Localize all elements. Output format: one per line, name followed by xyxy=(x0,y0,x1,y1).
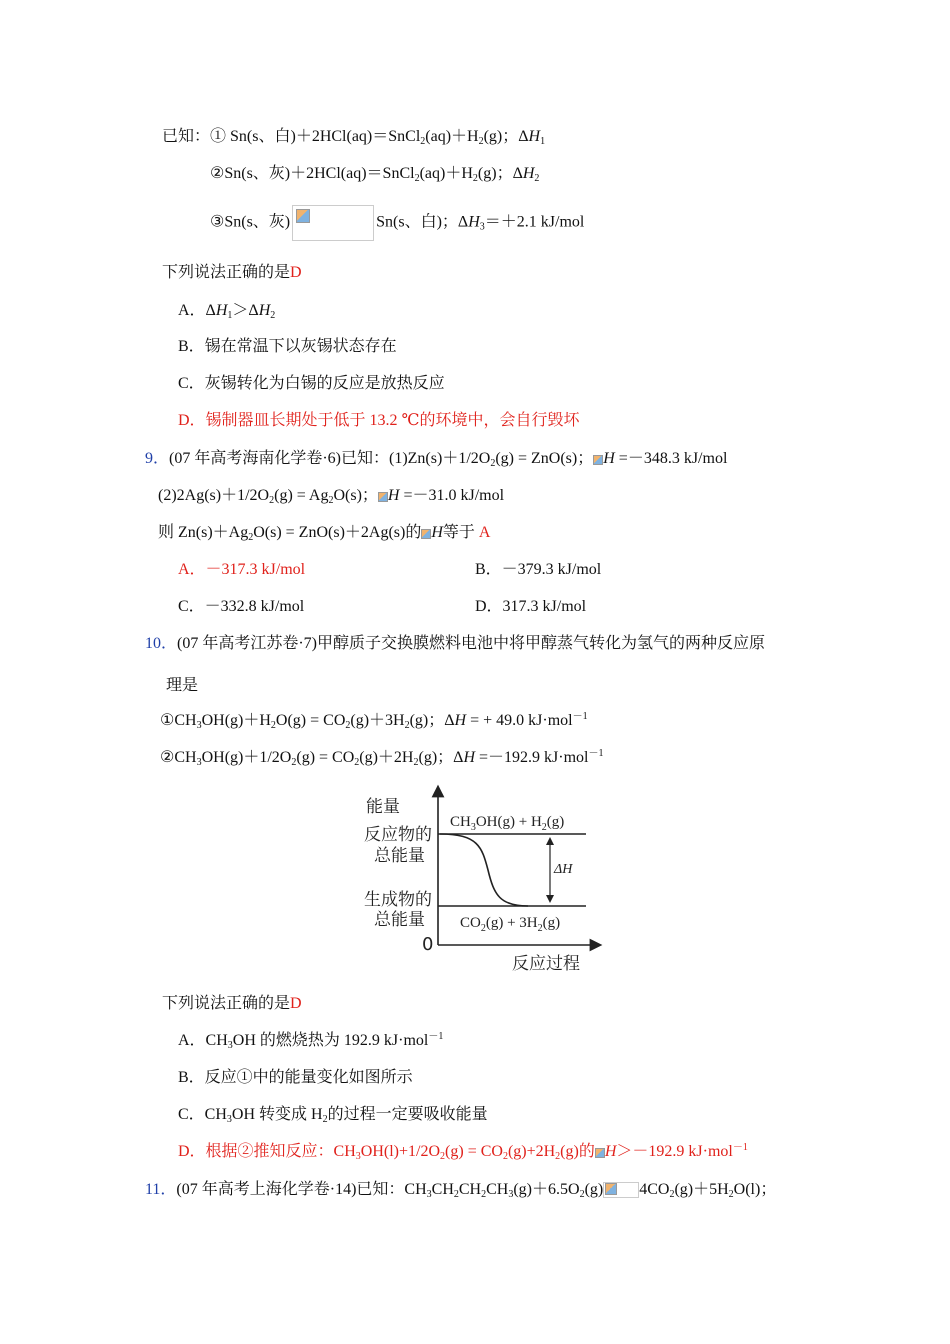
product-species: $CO_2(g) + 3H_2(g)$ xyxy=(460,915,561,934)
y-axis-label: 能量 xyxy=(366,797,400,817)
q10-option-c: C．$CH_3OH$ 转变成 $H_2$的过程一定要吸收能量 xyxy=(178,1106,488,1125)
q9-line-2: $(2)2Ag(s)+1/2O_2(g) = Ag_2O(s)$； H =－31.0 kJ/mol xyxy=(158,487,505,506)
delta-glyph-icon xyxy=(378,492,388,502)
sn-reaction-2: ②Sn(s、灰)$+2HCl(aq)=SnCl_2(aq)+H_2(g)$；$\Delta H_2$ xyxy=(210,165,540,184)
reaction-curve xyxy=(440,834,528,906)
sn-option-d: D．锡制器皿长期处于低于 13.2 ℃的环境中，会自行毁坏 xyxy=(178,412,580,429)
q11-line-1: 11．(07 年高考上海化学卷·14)已知：$CH_3CH_2CH_2CH_3(g)+6.5O_2(g)$ $4CO_2(g)+5H_2O(l)$； xyxy=(145,1181,777,1200)
delta-glyph-icon xyxy=(595,1148,605,1158)
q10-question: 下列说法正确的是D xyxy=(162,995,302,1012)
q9-line-3: 则 $Zn(s)+Ag_2O(s) = ZnO(s)+2Ag(s)$的 H等于 A xyxy=(158,524,491,543)
x-axis-label: 反应过程 xyxy=(512,954,580,974)
broken-image-placeholder xyxy=(292,205,374,241)
q9-line-1: 9．(07 年高考海南化学卷·6)已知：$(1)Zn(s)+1/2O_2(g) = ZnO(s)$； H =－348.3 kJ/mol xyxy=(145,450,728,469)
product-energy-label: 生成物的 xyxy=(364,890,432,910)
reactant-energy-label-2: 总能量 xyxy=(374,846,425,866)
q10-option-b: B．反应①中的能量变化如图所示 xyxy=(178,1069,413,1086)
q10-line-2: 理是 xyxy=(166,677,199,694)
sn-option-a: A．$\Delta H_1>\Delta H_2$ xyxy=(178,302,276,321)
sn-option-c: C．灰锡转化为白锡的反应是放热反应 xyxy=(178,375,445,392)
product-energy-label-2: 总能量 xyxy=(374,910,425,930)
q9-option-a: A．－317.3 kJ/mol xyxy=(178,561,306,578)
reactant-species: $CH_3OH(g) + H_2(g)$ xyxy=(450,814,565,833)
sn-option-b: B．锡在常温下以灰锡状态存在 xyxy=(178,338,397,355)
delta-glyph-icon xyxy=(593,455,603,465)
sn-reaction-1: 已知：① Sn(s、白)$+2HCl(aq)=SnCl_2(aq)+H_2(g)$；$\Delta H_1$ xyxy=(162,128,546,147)
delta-h-label: ΔH xyxy=(554,862,573,877)
question-number: 11． xyxy=(145,1181,177,1198)
broken-image-placeholder xyxy=(603,1182,639,1198)
question-number: 10． xyxy=(145,635,178,652)
sn-question: 下列说法正确的是D xyxy=(162,264,302,281)
question-number: 9． xyxy=(145,450,170,467)
sn-reaction-3: ③Sn(s、灰) Sn(s、白)；$\Delta H_3=+2.1$ kJ/mol xyxy=(210,205,584,241)
origin-label: 0 xyxy=(422,934,434,955)
q9-option-d: D．317.3 kJ/mol xyxy=(475,598,587,615)
broken-image-icon xyxy=(296,209,310,223)
q9-option-b: B．－379.3 kJ/mol xyxy=(475,561,602,578)
q10-line-1: 10．(07 年高考江苏卷·7)甲醇质子交换膜燃料电池中将甲醇蒸气转化为氢气的两种反应原 xyxy=(145,635,766,652)
delta-glyph-icon xyxy=(421,529,431,539)
reactant-energy-label: 反应物的 xyxy=(364,825,432,845)
energy-diagram xyxy=(360,785,620,975)
q10-reaction-1: $①CH_3OH(g)+H_2O(g) = CO_2(g)+3H_2(g)$；ΔH = + 49.0 kJ·mol$^{-1}$ xyxy=(160,711,588,731)
q9-option-c: C．－332.8 kJ/mol xyxy=(178,598,305,615)
broken-image-icon xyxy=(605,1183,617,1195)
q10-option-d: D．根据②推知反应：$CH_3OH(l)+1/2O_2(g) = CO_2(g)+2H_2(g)$的 H＞－192.9 kJ·mol$^{-1}$ xyxy=(178,1142,748,1162)
q10-reaction-2: $②CH_3OH(g)+1/2O_2(g) = CO_2(g)+2H_2(g)$；ΔH =－192.9 kJ·mol$^{-1}$ xyxy=(160,748,604,768)
q10-option-a: A．$CH_3OH$ 的燃烧热为 192.9 kJ·mol$^{-1}$ xyxy=(178,1031,444,1051)
